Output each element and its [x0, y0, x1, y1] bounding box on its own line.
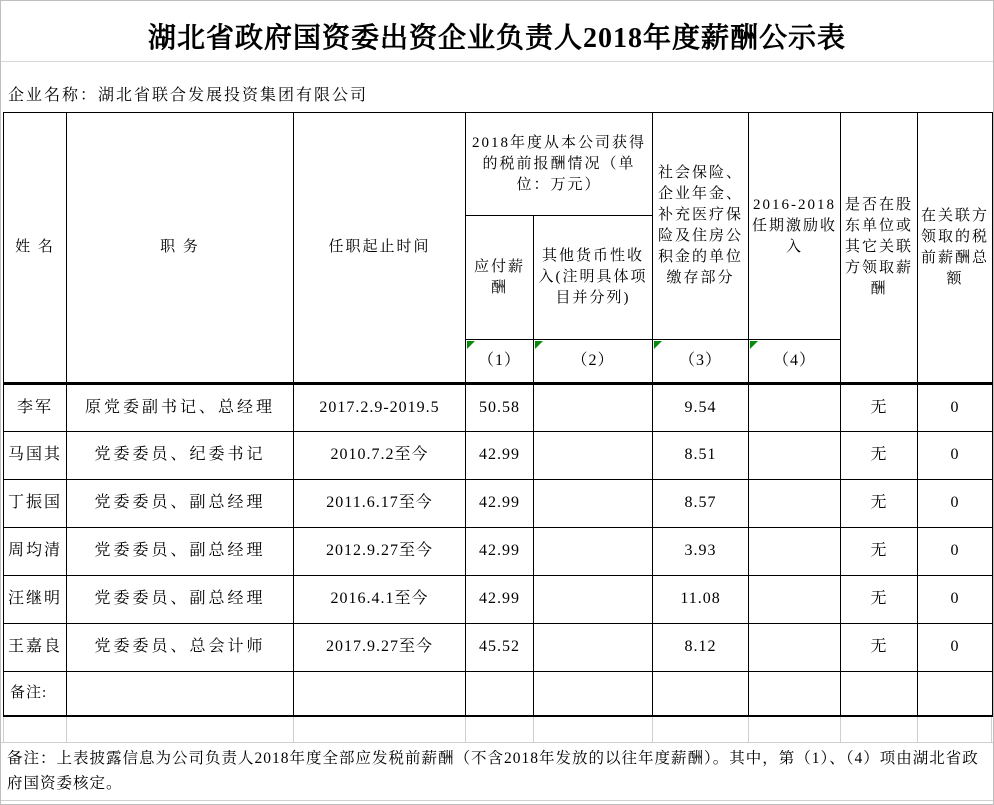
- cell-payable: 42.99: [466, 528, 534, 576]
- footnote-text: 备注：上表披露信息为公司负责人2018年度全部应发税前薪酬（不含2018年发放的以往年度薪酬）。其中，第（1）、（4）项由湖北省政府国资委核定。: [7, 750, 979, 792]
- cell-name: 李军: [4, 384, 67, 432]
- remark-empty-cell: [294, 672, 466, 716]
- cell-other-income: [534, 528, 653, 576]
- cell-social: 3.93: [653, 528, 749, 576]
- cell-name: 汪继明: [4, 576, 67, 624]
- cell-payable: 42.99: [466, 480, 534, 528]
- error-triangle-icon: [467, 341, 475, 349]
- header-col-num-1: [466, 340, 534, 384]
- cell-position: 党委委员、总会计师: [67, 624, 294, 672]
- cell-related-pay: 无: [841, 624, 918, 672]
- table-row: [4, 528, 993, 576]
- error-triangle-icon: [750, 341, 758, 349]
- cell-term: 2011.6.17至今: [294, 480, 466, 528]
- table-row: [4, 576, 993, 624]
- bottom-gridline: [1, 800, 993, 801]
- remark-empty-cell: [67, 672, 294, 716]
- cell-social: 8.51: [653, 432, 749, 480]
- remark-empty-cell: [841, 672, 918, 716]
- cell-payable: 45.52: [466, 624, 534, 672]
- cell-position: 党委委员、副总经理: [67, 480, 294, 528]
- header-col-num-4: [749, 340, 841, 384]
- cell-incentive: [749, 528, 841, 576]
- col-num-label: （2）: [571, 351, 615, 369]
- cell-name: 王嘉良: [4, 624, 67, 672]
- ghost-gridline-strip: [1, 717, 993, 743]
- table-row: [4, 480, 993, 528]
- cell-name: 马国其: [4, 432, 67, 480]
- cell-incentive: [749, 624, 841, 672]
- cell-term: 2016.4.1至今: [294, 576, 466, 624]
- cell-incentive: [749, 576, 841, 624]
- cell-related-total: 0: [918, 576, 993, 624]
- cell-incentive: [749, 480, 841, 528]
- cell-term: 2017.9.27至今: [294, 624, 466, 672]
- page-title: 湖北省政府国资委出资企业负责人2018年度薪酬公示表: [1, 1, 993, 62]
- remark-empty-cell: [653, 672, 749, 716]
- company-name-line: 企业名称：湖北省联合发展投资集团有限公司: [8, 87, 369, 104]
- header-related-party-total: 在关联方领取的税前薪酬总额: [918, 113, 993, 384]
- cell-related-pay: 无: [841, 528, 918, 576]
- remark-empty-cell: [918, 672, 993, 716]
- remark-empty-cell: [466, 672, 534, 716]
- cell-related-total: 0: [918, 432, 993, 480]
- remark-row: [4, 672, 993, 716]
- cell-other-income: [534, 384, 653, 432]
- cell-payable: 42.99: [466, 576, 534, 624]
- header-col-num-3: [653, 340, 749, 384]
- cell-payable: 42.99: [466, 432, 534, 480]
- salary-table: [3, 112, 993, 717]
- cell-other-income: [534, 624, 653, 672]
- remark-empty-cell: [534, 672, 653, 716]
- cell-incentive: [749, 432, 841, 480]
- cell-related-total: 0: [918, 528, 993, 576]
- cell-social: 8.57: [653, 480, 749, 528]
- header-term-incentive: 2016-2018任期激励收入: [749, 113, 841, 340]
- cell-related-total: 0: [918, 480, 993, 528]
- remark-empty-cell: [749, 672, 841, 716]
- cell-position: 党委委员、副总经理: [67, 576, 294, 624]
- header-position: 职 务: [67, 113, 294, 384]
- cell-payable: 50.58: [466, 384, 534, 432]
- cell-position: 党委委员、副总经理: [67, 528, 294, 576]
- col-num-label: （4）: [773, 351, 817, 369]
- cell-related-total: 0: [918, 384, 993, 432]
- cell-term: 2017.2.9-2019.5: [294, 384, 466, 432]
- table-row: [4, 624, 993, 672]
- cell-position: 党委委员、纪委书记: [67, 432, 294, 480]
- cell-related-pay: 无: [841, 480, 918, 528]
- header-social-insurance: 社会保险、企业年金、补充医疗保险及住房公积金的单位缴存部分: [653, 113, 749, 340]
- col-num-label: （3）: [679, 351, 723, 369]
- cell-social: 8.12: [653, 624, 749, 672]
- cell-name: 周均清: [4, 528, 67, 576]
- header-name: 姓 名: [4, 113, 67, 384]
- header-payable-salary: 应付薪酬: [466, 216, 534, 340]
- header-other-income: 其他货币性收入(注明具体项目并分列): [534, 216, 653, 340]
- remark-label: 备注:: [4, 672, 67, 716]
- cell-social: 9.54: [653, 384, 749, 432]
- cell-related-pay: 无: [841, 576, 918, 624]
- error-triangle-icon: [654, 341, 662, 349]
- cell-position: 原党委副书记、总经理: [67, 384, 294, 432]
- cell-other-income: [534, 432, 653, 480]
- col-num-label: （1）: [477, 351, 521, 369]
- cell-term: 2010.7.2至今: [294, 432, 466, 480]
- cell-name: 丁振国: [4, 480, 67, 528]
- cell-other-income: [534, 480, 653, 528]
- cell-related-pay: 无: [841, 384, 918, 432]
- header-pretax-group: 2018年度从本公司获得的税前报酬情况（单位：万元）: [466, 113, 653, 216]
- error-triangle-icon: [535, 341, 543, 349]
- header-term: 任职起止时间: [294, 113, 466, 384]
- table-row: [4, 432, 993, 480]
- cell-related-pay: 无: [841, 432, 918, 480]
- cell-related-total: 0: [918, 624, 993, 672]
- cell-incentive: [749, 384, 841, 432]
- header-related-party-pay: 是否在股东单位或其它关联方领取薪酬: [841, 113, 918, 384]
- header-col-num-2: [534, 340, 653, 384]
- table-row: [4, 384, 993, 432]
- cell-term: 2012.9.27至今: [294, 528, 466, 576]
- cell-social: 11.08: [653, 576, 749, 624]
- cell-other-income: [534, 576, 653, 624]
